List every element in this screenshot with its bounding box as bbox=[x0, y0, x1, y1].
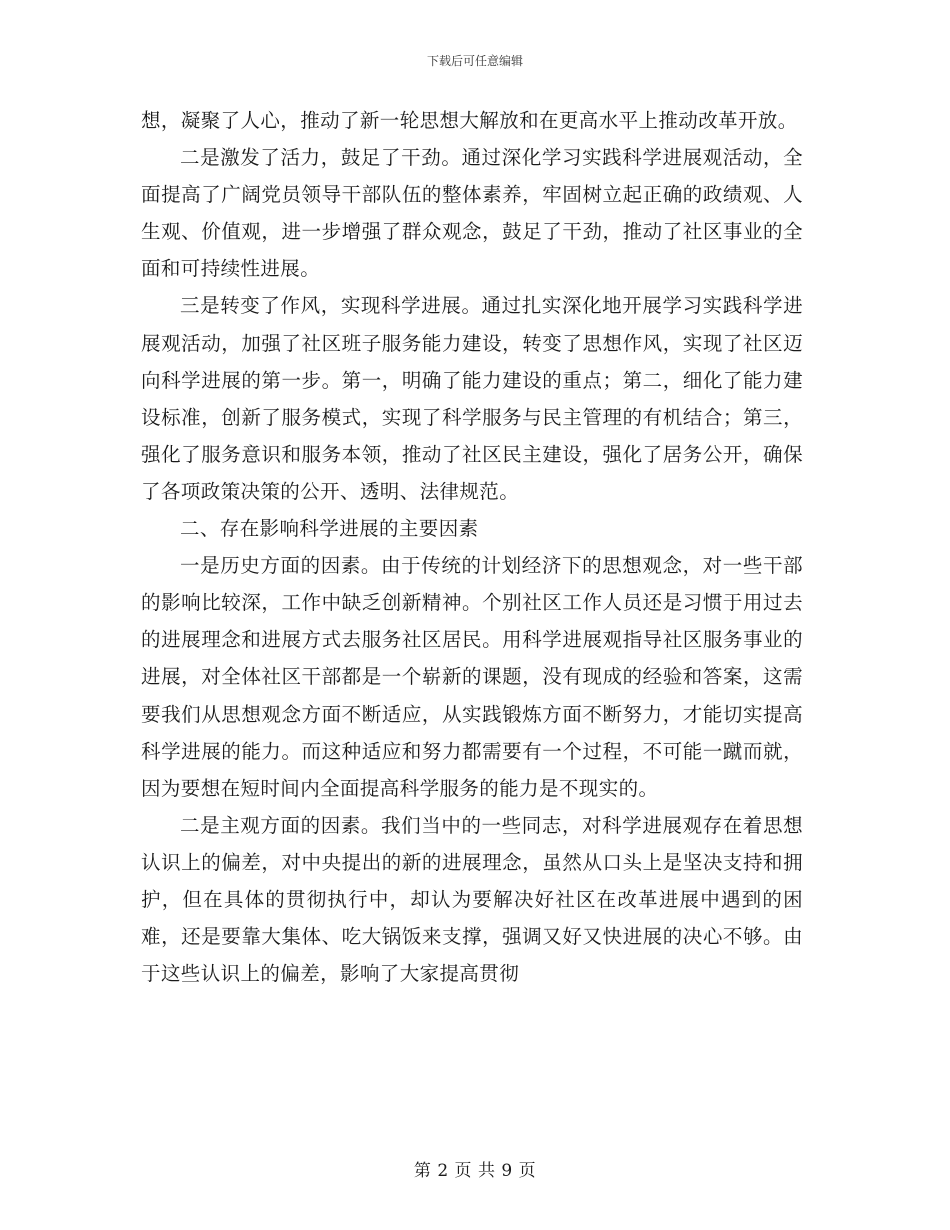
paragraph-subjective-factors: 二是主观方面的因素。我们当中的一些同志，对科学进展观存在着思想认识上的偏差，对中央提出的新的进展理念，虽然从口头上是坚决支持和拥护，但在具体的贯彻执行中，却认为要解决好社区在改革进展中遇到的困难，还是要靠大集体、吃大锅饭来支撑，强调又好又快进展的决心不够。由于这些认识上的偏差，影响了大家提高贯彻 bbox=[141, 813, 803, 986]
page-header: 下载后可任意编辑 bbox=[426, 54, 523, 68]
paragraph-historical-factors: 一是历史方面的因素。由于传统的计划经济下的思想观念，对一些干部的影响比较深，工作中缺乏创新精神。个别社区工作人员还是习惯于用过去的进展理念和进展方式去服务社区居民。用科学进展观指导社区服务事业的进展，对全体社区干部都是一个崭新的课题，没有现成的经验和答案，这需要我们从思想观念方面不断适应，从实践锻炼方面不断努力，才能切实提高科学进展的能力。而这种适应和努力都需要有一个过程，不可能一蹴而就，因为要想在短时间内全面提高科学服务的能力是不现实的。 bbox=[141, 554, 803, 800]
page-footer: 第 2 页 共 9 页 bbox=[413, 1161, 537, 1181]
document-body bbox=[141, 102, 803, 992]
paragraph-continuation: 想，凝聚了人心，推动了新一轮思想大解放和在更高水平上推动改革开放。 bbox=[141, 109, 798, 132]
paragraph-work-style: 三是转变了作风，实现科学进展。通过扎实深化地开展学习实践科学进展观活动，加强了社区班子服务能力建设，转变了思想作风，实现了社区迈向科学进展的第一步。第一，明确了能力建设的重点；第二，细化了能力建设标准，创新了服务模式，实现了科学服务与民主管理的有机结合；第三，强化了服务意识和服务本领，推动了社区民主建设，强化了居务公开，确保了各项政策决策的公开、透明、法律规范。 bbox=[141, 294, 803, 503]
section-heading: 二、存在影响科学进展的主要因素 bbox=[180, 517, 479, 541]
paragraph-vitality: 二是激发了活力，鼓足了干劲。通过深化学习实践科学进展观活动，全面提高了广阔党员领导干部队伍的整体素养，牢固树立起正确的政绩观、人生观、价值观，进一步增强了群众观念，鼓足了干劲，推动了社区事业的全面和可持续性进展。 bbox=[141, 146, 803, 281]
